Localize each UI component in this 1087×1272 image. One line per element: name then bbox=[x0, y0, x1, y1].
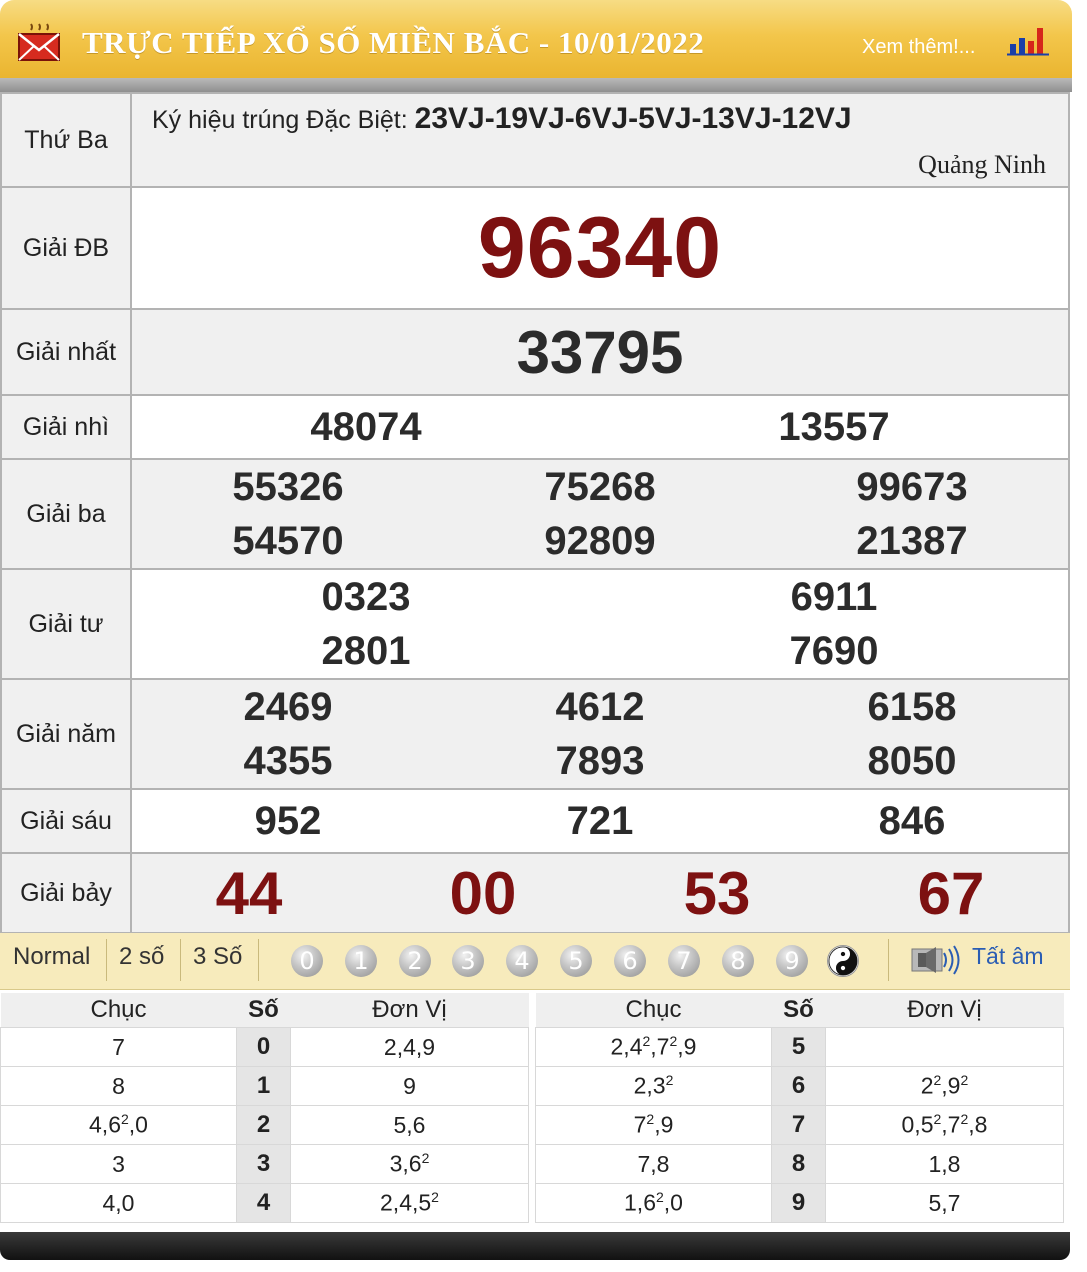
loto-row bbox=[536, 1145, 1064, 1184]
mail-icon bbox=[17, 22, 61, 62]
loto-don-vi-cell: $2^2,9^2$ bbox=[826, 1067, 1064, 1106]
header-don-vi: Đơn Vị bbox=[826, 993, 1064, 1028]
loto-chuc-cell: 7 bbox=[1, 1028, 237, 1067]
loto-so-cell: 3 bbox=[237, 1145, 291, 1184]
loto-chuc-cell: $4,6^2,0$ bbox=[1, 1106, 237, 1145]
seventh-prize-number: 53 bbox=[683, 859, 751, 927]
seventh-prize-number: 44 bbox=[215, 859, 283, 927]
symbol-cell bbox=[131, 93, 1069, 187]
prize-number: 721 bbox=[566, 799, 634, 843]
first-prize-number: 33795 bbox=[516, 318, 684, 386]
loto-row bbox=[1, 1067, 529, 1106]
digit-1-button[interactable]: 1 bbox=[345, 945, 377, 977]
symbol-label: Ký hiệu trúng Đặc Biệt: bbox=[152, 106, 408, 134]
loto-so-cell: 2 bbox=[237, 1106, 291, 1145]
prize-number: 4612 bbox=[555, 685, 645, 729]
speaker-icon[interactable] bbox=[910, 943, 960, 977]
mode-normal-button[interactable]: Normal bbox=[13, 943, 91, 970]
prize-number: 2801 bbox=[321, 629, 411, 673]
prize-number: 92809 bbox=[544, 519, 656, 563]
loto-row bbox=[1, 1184, 529, 1223]
loto-chuc-cell: 3 bbox=[1, 1145, 237, 1184]
symbol-line bbox=[152, 102, 852, 136]
special-prize-number: 96340 bbox=[477, 199, 723, 296]
digit-5-button[interactable]: 5 bbox=[560, 945, 592, 977]
symbol-row bbox=[1, 93, 1069, 187]
prize-label: Giải nhì bbox=[1, 395, 131, 459]
loto-table-left bbox=[0, 993, 529, 1223]
digit-3-button[interactable]: 3 bbox=[452, 945, 484, 977]
loto-chuc-cell: $2,4^2,7^2,9$ bbox=[536, 1028, 772, 1067]
loto-row bbox=[1, 1028, 529, 1067]
loto-row bbox=[536, 1184, 1064, 1223]
prize-label: Giải ĐB bbox=[1, 187, 131, 309]
loto-don-vi-cell: $3,6^2$ bbox=[291, 1145, 529, 1184]
mode-2-digit-button[interactable]: 2 số bbox=[119, 943, 165, 970]
loto-so-cell: 7 bbox=[772, 1106, 826, 1145]
prize-row-first bbox=[1, 309, 1069, 395]
yin-yang-icon[interactable] bbox=[827, 945, 859, 977]
digit-4-button[interactable]: 4 bbox=[506, 945, 538, 977]
prize-number: 6158 bbox=[867, 685, 957, 729]
loto-don-vi-cell: 5,7 bbox=[826, 1184, 1064, 1223]
prize-label: Giải bảy bbox=[1, 853, 131, 933]
toolbar-divider bbox=[106, 939, 107, 981]
loto-so-cell: 8 bbox=[772, 1145, 826, 1184]
prize-number: 7893 bbox=[555, 739, 645, 783]
bar-chart-icon[interactable] bbox=[1006, 24, 1050, 56]
prize-label: Giải tư bbox=[1, 569, 131, 679]
header-chuc: Chục bbox=[536, 993, 772, 1028]
digit-9-button[interactable]: 9 bbox=[776, 945, 808, 977]
loto-chuc-cell: $2,3^2$ bbox=[536, 1067, 772, 1106]
loto-chuc-cell: $7^2,9$ bbox=[536, 1106, 772, 1145]
header-so: Số bbox=[237, 993, 291, 1028]
prize-label: Giải nhất bbox=[1, 309, 131, 395]
mute-all-button[interactable]: Tất âm bbox=[972, 943, 1044, 969]
loto-header-row bbox=[1, 993, 529, 1028]
prize-label: Giải ba bbox=[1, 459, 131, 569]
prize-number: 54570 bbox=[232, 519, 344, 563]
header-so: Số bbox=[772, 993, 826, 1028]
prize-number: 13557 bbox=[778, 405, 890, 449]
digit-2-button[interactable]: 2 bbox=[399, 945, 431, 977]
loto-chuc-cell: $1,6^2,0$ bbox=[536, 1184, 772, 1223]
prize-number: 4355 bbox=[243, 739, 333, 783]
province-name: Quảng Ninh bbox=[918, 150, 1046, 179]
symbol-codes: 23VJ-19VJ-6VJ-5VJ-13VJ-12VJ bbox=[414, 102, 852, 135]
loto-so-cell: 5 bbox=[772, 1028, 826, 1067]
header-bar bbox=[0, 0, 1072, 78]
seventh-prize-number: 67 bbox=[917, 859, 985, 927]
mode-3-digit-button[interactable]: 3 Số bbox=[193, 943, 243, 970]
seventh-prize-number: 00 bbox=[449, 859, 517, 927]
loto-don-vi-cell: 2,4,9 bbox=[291, 1028, 529, 1067]
loto-chuc-cell: 4,0 bbox=[1, 1184, 237, 1223]
prize-row-fifth bbox=[1, 679, 1069, 789]
loto-so-cell: 4 bbox=[237, 1184, 291, 1223]
prize-number: 846 bbox=[878, 799, 946, 843]
loto-so-cell: 9 bbox=[772, 1184, 826, 1223]
loto-so-cell: 6 bbox=[772, 1067, 826, 1106]
toolbar-divider bbox=[180, 939, 181, 981]
prize-label: Giải sáu bbox=[1, 789, 131, 853]
loto-row bbox=[536, 1106, 1064, 1145]
prize-row-third bbox=[1, 459, 1069, 569]
loto-row bbox=[536, 1028, 1064, 1067]
header-don-vi: Đơn Vị bbox=[291, 993, 529, 1028]
prize-row-special bbox=[1, 187, 1069, 309]
prize-number: 2469 bbox=[243, 685, 333, 729]
prize-number: 7690 bbox=[789, 629, 879, 673]
prize-number: 21387 bbox=[856, 519, 968, 563]
loto-don-vi-cell: $0,5^2,7^2,8$ bbox=[826, 1106, 1064, 1145]
loto-chuc-cell: 8 bbox=[1, 1067, 237, 1106]
loto-don-vi-cell: 2,4,5$^2$ bbox=[291, 1184, 529, 1223]
prize-number: 0323 bbox=[321, 575, 411, 619]
header-chuc: Chục bbox=[1, 993, 237, 1028]
prize-number: 952 bbox=[254, 799, 322, 843]
loto-don-vi-cell: 5,6 bbox=[291, 1106, 529, 1145]
prize-number: 99673 bbox=[856, 465, 968, 509]
loto-row bbox=[1, 1145, 529, 1184]
loto-chuc-cell: 7,8 bbox=[536, 1145, 772, 1184]
see-more-link[interactable]: Xem thêm!... bbox=[862, 36, 976, 58]
digit-0-button[interactable]: 0 bbox=[291, 945, 323, 977]
day-label: Thứ Ba bbox=[1, 93, 131, 187]
loto-so-cell: 1 bbox=[237, 1067, 291, 1106]
loto-row bbox=[1, 1106, 529, 1145]
loto-don-vi-cell: 1,8 bbox=[826, 1145, 1064, 1184]
prize-row-sixth bbox=[1, 789, 1069, 853]
loto-header-row bbox=[536, 993, 1064, 1028]
digit-6-button[interactable]: 6 bbox=[614, 945, 646, 977]
loto-don-vi-cell bbox=[826, 1028, 1064, 1067]
toolbar-divider bbox=[258, 939, 259, 981]
page-title: TRỰC TIẾP XỔ SỐ MIỀN BẮC - 10/01/2022 bbox=[82, 25, 705, 60]
loto-table-right bbox=[535, 993, 1064, 1223]
digit-7-button[interactable]: 7 bbox=[668, 945, 700, 977]
toolbar-divider bbox=[888, 939, 889, 981]
digit-8-button[interactable]: 8 bbox=[722, 945, 754, 977]
filter-toolbar bbox=[0, 933, 1070, 990]
prize-number: 8050 bbox=[867, 739, 957, 783]
prize-row-seventh bbox=[1, 853, 1069, 933]
prize-row-fourth bbox=[1, 569, 1069, 679]
prize-number: 48074 bbox=[310, 405, 422, 449]
footer-bar bbox=[0, 1232, 1070, 1260]
loto-row bbox=[536, 1067, 1064, 1106]
prize-number: 75268 bbox=[544, 465, 656, 509]
loto-don-vi-cell: 9 bbox=[291, 1067, 529, 1106]
prize-number: 55326 bbox=[232, 465, 344, 509]
prize-number: 6911 bbox=[790, 575, 878, 619]
prize-row-second bbox=[1, 395, 1069, 459]
loto-so-cell: 0 bbox=[237, 1028, 291, 1067]
prize-label: Giải năm bbox=[1, 679, 131, 789]
results-table bbox=[0, 92, 1070, 934]
header-divider bbox=[0, 78, 1072, 92]
